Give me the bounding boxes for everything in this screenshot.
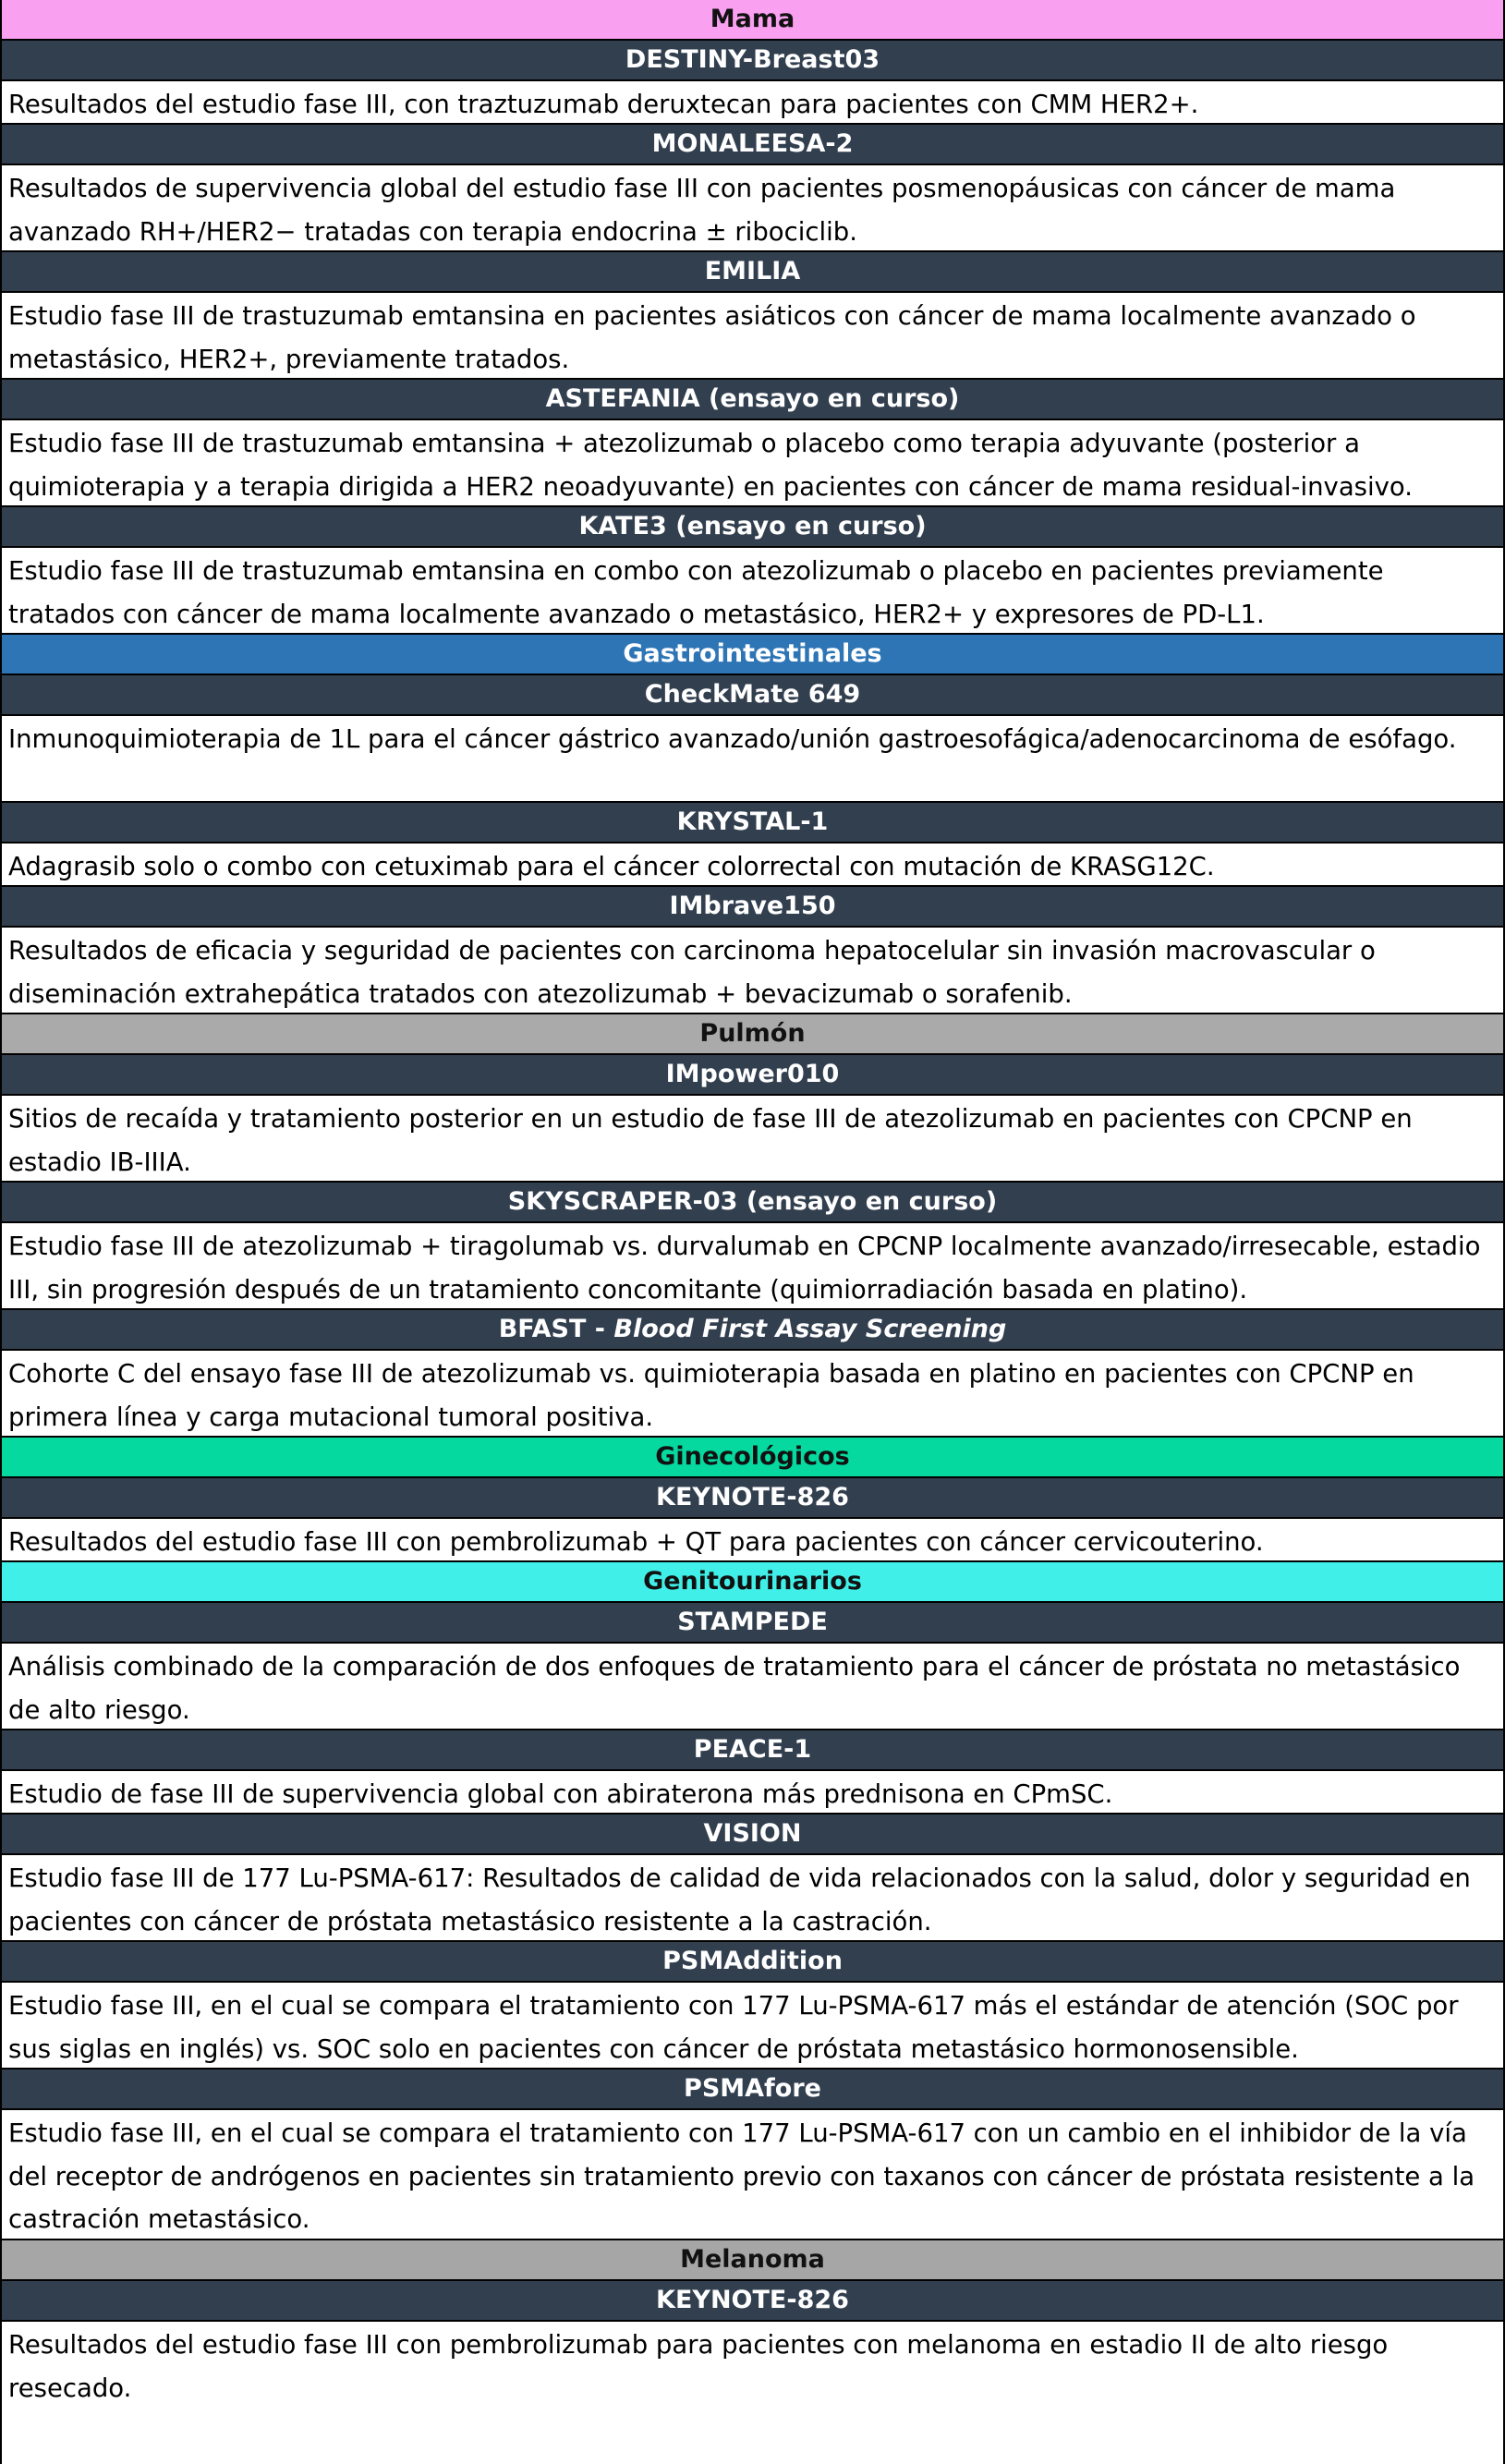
trial-description: Sitios de recaída y tratamiento posterior en un estudio de fase III de atezolizumab en pacientes con CPCNP en estadio IB-IIIA. <box>2 1096 1503 1183</box>
trial-description: Estudio fase III, en el cual se compara el tratamiento con 177 Lu-PSMA-617 más el estándar de atención (SOC por sus siglas en inglés) vs. SOC solo en pacientes con cáncer de próstata metastásico hormonosensible. <box>2 1983 1503 2070</box>
trial-title: SKYSCRAPER-03 (ensayo en curso) <box>2 1183 1503 1223</box>
trial-title: VISION <box>2 1815 1503 1855</box>
section-header-pulmon: Pulmón <box>2 1014 1503 1055</box>
trial-description: Adagrasib solo o combo con cetuximab para el cáncer colorrectal con mutación de KRASG12C. <box>2 844 1503 887</box>
trial-title-italic: Blood First Assay Screening <box>613 1315 1007 1343</box>
trial-title-bfast <box>2 1310 1503 1351</box>
trial-title: PEACE-1 <box>2 1730 1503 1771</box>
trial-description: Inmunoquimioterapia de 1L para el cáncer gástrico avanzado/unión gastroesofágica/adenocarcinoma de esófago. <box>2 716 1503 803</box>
trial-title: IMpower010 <box>2 1055 1503 1096</box>
trial-description: Resultados del estudio fase III, con traztuzumab deruxtecan para pacientes con CMM HER2+. <box>2 81 1503 125</box>
section-header-mama: Mama <box>2 0 1503 41</box>
section-header-gastrointestinales: Gastrointestinales <box>2 635 1503 675</box>
section-header-ginecologicos: Ginecológicos <box>2 1438 1503 1478</box>
trial-title: EMILIA <box>2 252 1503 293</box>
trial-title: DESTINY-Breast03 <box>2 41 1503 81</box>
trial-description: Estudio fase III de trastuzumab emtansina en combo con atezolizumab o placebo en pacientes previamente tratados con cáncer de mama localmente avanzado o metastásico, HER2+ y expresores de PD-L1. <box>2 548 1503 635</box>
trial-title: CheckMate 649 <box>2 675 1503 716</box>
trial-title: STAMPEDE <box>2 1603 1503 1644</box>
trial-description: Estudio de fase III de supervivencia global con abiraterona más prednisona en CPmSC. <box>2 1771 1503 1815</box>
trial-title: PSMAfore <box>2 2070 1503 2110</box>
trial-title-prefix: BFAST - <box>498 1315 614 1343</box>
trial-description: Estudio fase III de trastuzumab emtansina + atezolizumab o placebo como terapia adyuvante (posterior a quimioterapia y a terapia dirigida a HER2 neoadyuvante) en pacientes con cáncer de mama residual-invasivo. <box>2 420 1503 507</box>
trial-title: KEYNOTE-826 <box>2 2281 1503 2322</box>
trial-title: KRYSTAL-1 <box>2 803 1503 844</box>
trial-description: Estudio fase III de atezolizumab + tiragolumab vs. durvalumab en CPCNP localmente avanzado/irresecable, estadio III, sin progresión después de un tratamiento concomitante (quimiorradiación basada en platino). <box>2 1223 1503 1310</box>
trial-description: Resultados del estudio fase III con pembrolizumab + QT para pacientes con cáncer cervicouterino. <box>2 1519 1503 1562</box>
trial-description: Estudio fase III, en el cual se compara el tratamiento con 177 Lu-PSMA-617 con un cambio en el inhibidor de la vía del receptor de andrógenos en pacientes sin tratamiento previo con taxanos con cáncer de próstata resistente a la castración metastásico. <box>2 2110 1503 2240</box>
section-header-genitourinarios: Genitourinarios <box>2 1562 1503 1603</box>
trial-description: Análisis combinado de la comparación de dos enfoques de tratamiento para el cáncer de próstata no metastásico de alto riesgo. <box>2 1644 1503 1730</box>
trial-description: Cohorte C del ensayo fase III de atezolizumab vs. quimioterapia basada en platino en pacientes con CPCNP en primera línea y carga mutacional tumoral positiva. <box>2 1351 1503 1438</box>
trial-title: MONALEESA-2 <box>2 125 1503 165</box>
trial-description: Resultados de eficacia y seguridad de pacientes con carcinoma hepatocelular sin invasión macrovascular o diseminación extrahepática tratados con atezolizumab + bevacizumab o sorafenib. <box>2 928 1503 1014</box>
trial-title: KEYNOTE-826 <box>2 1478 1503 1519</box>
trial-description: Resultados de supervivencia global del estudio fase III con pacientes posmenopáusicas con cáncer de mama avanzado RH+/HER2− tratadas con terapia endocrina ± ribociclib. <box>2 165 1503 252</box>
trial-title: ASTEFANIA (ensayo en curso) <box>2 380 1503 420</box>
trial-title: IMbrave150 <box>2 887 1503 928</box>
trial-title: KATE3 (ensayo en curso) <box>2 507 1503 548</box>
section-header-melanoma: Melanoma <box>2 2240 1503 2281</box>
trial-title: PSMAddition <box>2 1942 1503 1983</box>
trial-description: Estudio fase III de 177 Lu-PSMA-617: Resultados de calidad de vida relacionados con la salud, dolor y seguridad en pacientes con cáncer de próstata metastásico resistente a la castración. <box>2 1855 1503 1942</box>
trial-description: Estudio fase III de trastuzumab emtansina en pacientes asiáticos con cáncer de mama localmente avanzado o metastásico, HER2+, previamente tratados. <box>2 293 1503 380</box>
trial-description: Resultados del estudio fase III con pembrolizumab para pacientes con melanoma en estadio II de alto riesgo resecado. <box>2 2322 1503 2409</box>
